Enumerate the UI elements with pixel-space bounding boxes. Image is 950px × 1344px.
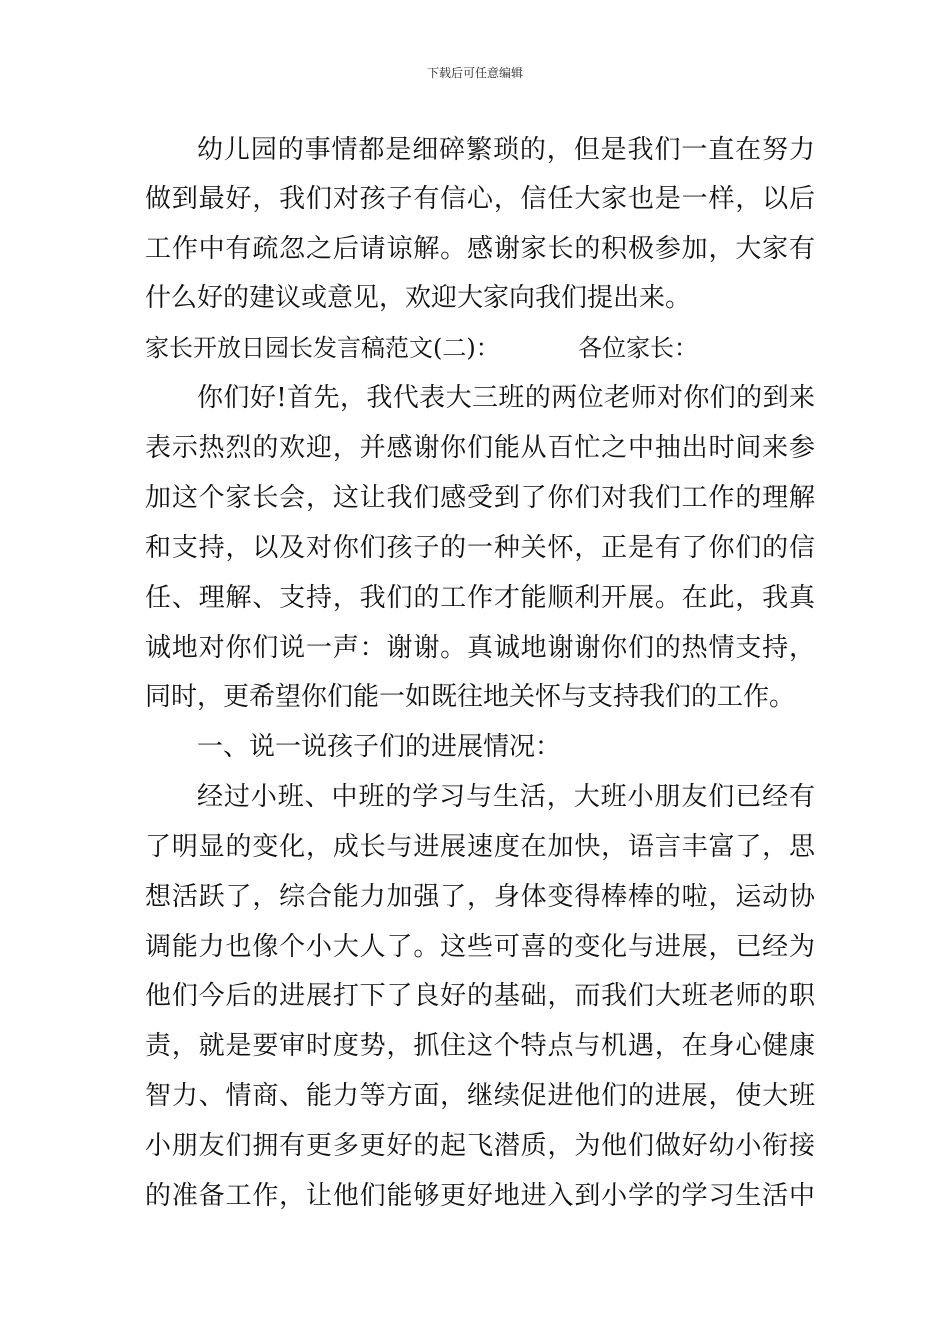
paragraph-2-line-1: 你们好!首先，我代表大三班的两位老师对你们的到来 [197, 383, 815, 413]
paragraph-3-line-4: 调能力也像个小大人了。这些可喜的变化与进展，已经为 [145, 932, 815, 962]
paragraph-3-line-8: 小朋友们拥有更多更好的起飞潜质，为他们做好幼小衔接 [145, 1131, 815, 1161]
paragraph-3-line-7: 智力、情商、能力等方面，继续促进他们的进展，使大班 [145, 1081, 815, 1111]
section-title-salutation: 各位家长： [578, 334, 698, 362]
heading-progress: 一、说一说孩子们的进展情况： [197, 732, 562, 762]
section-title-left: 家长开放日园长发言稿范文(二)： [145, 334, 500, 362]
paragraph-3-line-3: 想活跃了，综合能力加强了，身体变得棒棒的啦，运动协 [145, 882, 815, 912]
paragraph-2-line-4: 和支持，以及对你们孩子的一种关怀，正是有了你们的信 [145, 533, 815, 563]
paragraph-2-line-3: 加这个家长会，这让我们感受到了你们对我们工作的理解 [145, 483, 815, 513]
paragraph-2-line-5: 任、理解、支持，我们的工作才能顺利开展。在此，我真 [145, 583, 815, 613]
paragraph-3-line-6: 责，就是要审时度势，抓住这个特点与机遇，在身心健康 [145, 1031, 815, 1061]
paragraph-1-line-2: 做到最好，我们对孩子有信心，信任大家也是一样，以后 [145, 184, 815, 214]
paragraph-2-line-6: 诚地对你们说一声：谢谢。真诚地谢谢你们的热情支持， [145, 633, 815, 663]
paragraph-3-line-5: 他们今后的进展打下了良好的基础，而我们大班老师的职 [145, 981, 815, 1011]
paragraph-3-line-9: 的准备工作，让他们能够更好地进入到小学的学习生活中 [145, 1181, 815, 1211]
paragraph-2-line-2: 表示热烈的欢迎，并感谢你们能从百忙之中抽出时间来参 [145, 433, 815, 463]
paragraph-1-line-4: 什么好的建议或意见，欢迎大家向我们提出来。 [145, 283, 692, 313]
paragraph-1-line-1: 幼儿园的事情都是细碎繁琐的，但是我们一直在努力 [197, 135, 815, 165]
page-header-note: 下载后可任意编辑 [426, 66, 523, 80]
paragraph-2-line-7: 同时，更希望你们能一如既往地关怀与支持我们的工作。 [145, 682, 796, 712]
paragraph-3-line-2: 了明显的变化，成长与进展速度在加快，语言丰富了，思 [145, 832, 815, 862]
paragraph-3-line-1: 经过小班、中班的学习与生活，大班小朋友们已经有 [197, 782, 815, 812]
paragraph-1-line-3: 工作中有疏忽之后请谅解。感谢家长的积极参加，大家有 [145, 234, 815, 264]
section-title [145, 330, 815, 366]
